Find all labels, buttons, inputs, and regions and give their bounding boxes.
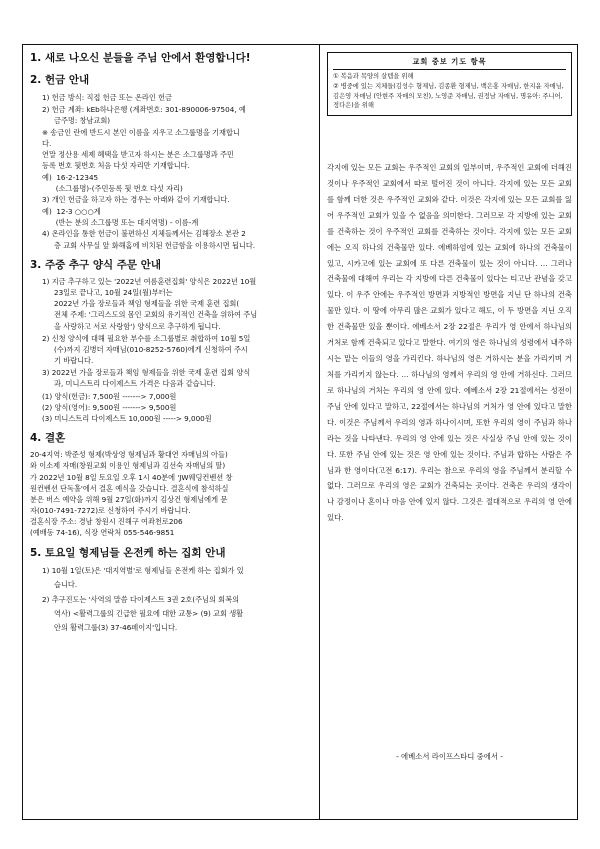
list-item: 1) 10월 1일(토)은 '대지역별'로 형제님들 온전케 하는 집회가 있 습니다. xyxy=(42,565,244,589)
saturday-meeting-list xyxy=(30,564,312,635)
list-item: 1) 지금 추구하고 있는 '2022년 여름훈련집회' 양식은 2022년 10월 23일로 끝나고, 10월 24일(월)부터는 2022년 가을 장로들과 책임 형제들을 위한 국제 훈련 집회( 전체 주제: '그리스도의 몸인 교회의 유기적인 건축을 위하여 주님 을 사랑하고 서로 사랑함') 양식으로 추구하게 됩니다. xyxy=(42,276,258,331)
wedding-phone: (예배동 74-16), 식장 연락처 055-546-9851 xyxy=(30,528,175,538)
price-row: (1) 양식(헌금): 7,500원 -------> 7,000원 xyxy=(42,391,177,401)
prayer-title: 교회 중보 기도 항목 xyxy=(412,57,487,66)
list-item: 1) 헌금 방식: 직접 헌금 또는 온라인 헌금 xyxy=(42,92,172,102)
prayer-item: ① 복음과 목양의 살템을 위해 xyxy=(333,73,414,81)
list-item: 2) 헌금 계좌: kEb하나은행 (계좌번호: 301-890006-97504, 예 금주명: 창남교회) xyxy=(42,104,246,125)
section-1-title: 1. 새로 나오신 분들을 주님 안에서 환영합니다! xyxy=(30,52,251,64)
wedding-notice: 20-4지역: 박준성 형제(박상영 형제님과 황대연 자매님의 아들) 와 이소제 자매(창원교회 이용인 형제님과 김선숙 자매님의 딸) 가 2022년 10월 8일 토요일 오후 1시 40분에 'JW웨딩컨벤션 창 원컨벤션 단독홀'에서 결혼 예식을 갖습니다. 결혼식에 참석하실 분은 버스 예약을 위해 9월 27일(화)까지 김상건 형제님에게 문 자(010-7491-7272)로 신청하여 주시기 바랍니다. 결혼식장 주소: 경남 창원시 진해구 여좌천로206 (예배동 74-16), 식장 연락처 055-546-9851 xyxy=(30,449,312,538)
list-item: 3) 2022년 가을 장로들과 책임 형제들을 위한 국제 훈련 집회 양식 과, 미니스트리 다이제스트 가격은 다음과 같습니다. xyxy=(42,368,251,389)
section-5-title: 5. 토요일 형제님들 온전케 하는 집회 안내 xyxy=(30,546,226,559)
offering-note: ※ 송금인 란에 반드시 본인 이름을 지우고 소그룹명을 기재합니 다. 연말 정산용 세제 혜택을 받고자 하시는 분은 소그룹명과 주민 등록 번호 뒷번호 처음 다섯 자리만 기재합니다. 예) 16-2-12345 (소그룹명)-(주민등록 뒷 번호 다섯 자리) xyxy=(42,128,240,193)
offering-list-cont xyxy=(30,194,312,205)
material-order-list xyxy=(30,276,312,390)
column-divider xyxy=(319,44,320,820)
wedding-venue: 결혼식장 주소: 경남 창원시 진해구 여좌천로206 xyxy=(30,517,183,527)
left-column xyxy=(30,50,312,636)
list-item: 3) 개인 헌금을 하고자 하는 경우는 아래와 같이 기재합니다. xyxy=(42,194,230,204)
prayer-item: ② 병중에 있는 지체들(김성수 형제님, 김종환 형제님, 백은홍 자매님, 한지윤 자매님, 김은영 자매님 (안현주 자매의 모친), 노영준 자매님, 권정남 자매님, 명유아: 주니어, 정다은)을 위해 xyxy=(333,82,564,110)
section-4-title: 4. 결혼 xyxy=(30,432,66,445)
price-list xyxy=(30,391,312,424)
offering-list xyxy=(30,92,312,126)
list-item: 2) 추구진도는 '사역의 말씀 다이제스트 3권 2호(주님의 회복의 역사) <활력그룹의 긴급한 필요에 대한 교통> (9) 교회 생활 안의 활력그룹(3) 37-46페이지'입니다. xyxy=(42,594,244,632)
section-3-title: 3. 주중 추구 양식 주문 안내 xyxy=(30,258,162,271)
price-row: (3) 미니스트리 다이제스트 10,000원 -----> 9,000원 xyxy=(42,413,212,423)
offering-list-end xyxy=(30,228,312,250)
price-row: (2) 양식(영어): 9,500원 -------> 9,500원 xyxy=(42,402,177,412)
section-2-title: 2. 헌금 안내 xyxy=(30,74,90,87)
essay-source: - 에베소서 라이프스타디 중에서 - xyxy=(396,752,503,761)
right-column xyxy=(327,52,572,116)
list-item: 2) 신청 양식에 대해 필요한 부수를 소그룹별로 취합하여 10월 5일 (수)까지 김병더 자매님(010-8252-5760)에게 신청하여 주시 기 바랍니다. xyxy=(42,333,251,366)
offering-example-2: 예) 12-3 ○○○계 (반는 분의 소그룹명 또는 대지역명) - 이름-계 xyxy=(42,207,199,228)
prayer-box xyxy=(327,52,572,116)
list-item: 4) 온라인을 통한 헌금이 불편하신 지체들께서는 김해장소 본관 2 층 교회 사무실 앞 화해홈에 비치된 헌금함을 이용하시면 됩니다. xyxy=(42,229,256,250)
essay-paragraph: 각지에 있는 모든 교회는 우주적인 교회의 일부이며, 우주적인 교회에 더해진 것이나 우주적인 교회에서 따로 떨어진 것이 아니다. 각지에 있는 모든 교회를 함께 더한 것은 우주적인 교회와 같다. 이것은 각지에 있는 모든 교회를 잃어 우주적인 교회가 있을 수 없음을 의미한다. 그러므로 각 지방에 있는 교회를 건축하는 것이 우주적인 교회를 건축하는 것이다. 각지에 있는 모든 교회에는 오직 하나의 건축물만 있다. 에베하엄에 있는 교회에 하나의 건축물이 있고, 시카고에 있는 교회에 또 다른 건축물이 있는 것이 아니다. ... 그러나 건축물에 대해여 우리는 각 지방에 다른 건축물이 있다는 티고난 관념을 갖고 있다. 이 우주 안에는 우주적인 방면과 지방적인 방면을 지닌 단 하나의 건축물만 있다. 이 땅에 아무리 많은 교회가 있다고 해도, 이 두 방면을 지닌 오직 한 건축물만 있을 뿐이다. 에베소서 2장 22절은 우리가 영 안에서 하나님의 거처로 함께 건축되고 있다고 말한다. 여기의 영은 하나님의 성령에서 내주하시는 맡는 이들의 영을 가리킨다. 하나님의 영은 거하시는 분을 가리키며 거처를 가리키지 않는다. ... 하나님의 영께서 우리의 영 안에 거하신다. 그러므로 하나님의 거처는 우리의 영 안에 있다. 에베소서 2장 21절에서는 성전이 주님 안에 있다고 말하고, 22절에서는 하나님의 거처가 영 안에 있다고 말한다. 이것은 주님께서 우리의 영과 하나이시며, 또한 우리의 영이 주님과 하나라는 것을 나타낸다. 우리의 영 안에 있는 것은 사실상 주님 안에 있는 것이다. 또한 주님 안에 있는 것은 영 안에 있는 것이다. 주님과 합하는 사람은 주님과 한 영이다(고전 6:17). 우리는 참으로 우리의 영을 주님께서 분리할 수 없다. 그러므로 우리의 영은 교회가 건축되는 곳이다. 건축은 우리의 생각이나 감정이나 혼이나 마음 안에 있지 않다. 그것은 절대적으로 우리의 영 안에 있다. xyxy=(327,163,572,523)
essay-body xyxy=(327,160,572,526)
